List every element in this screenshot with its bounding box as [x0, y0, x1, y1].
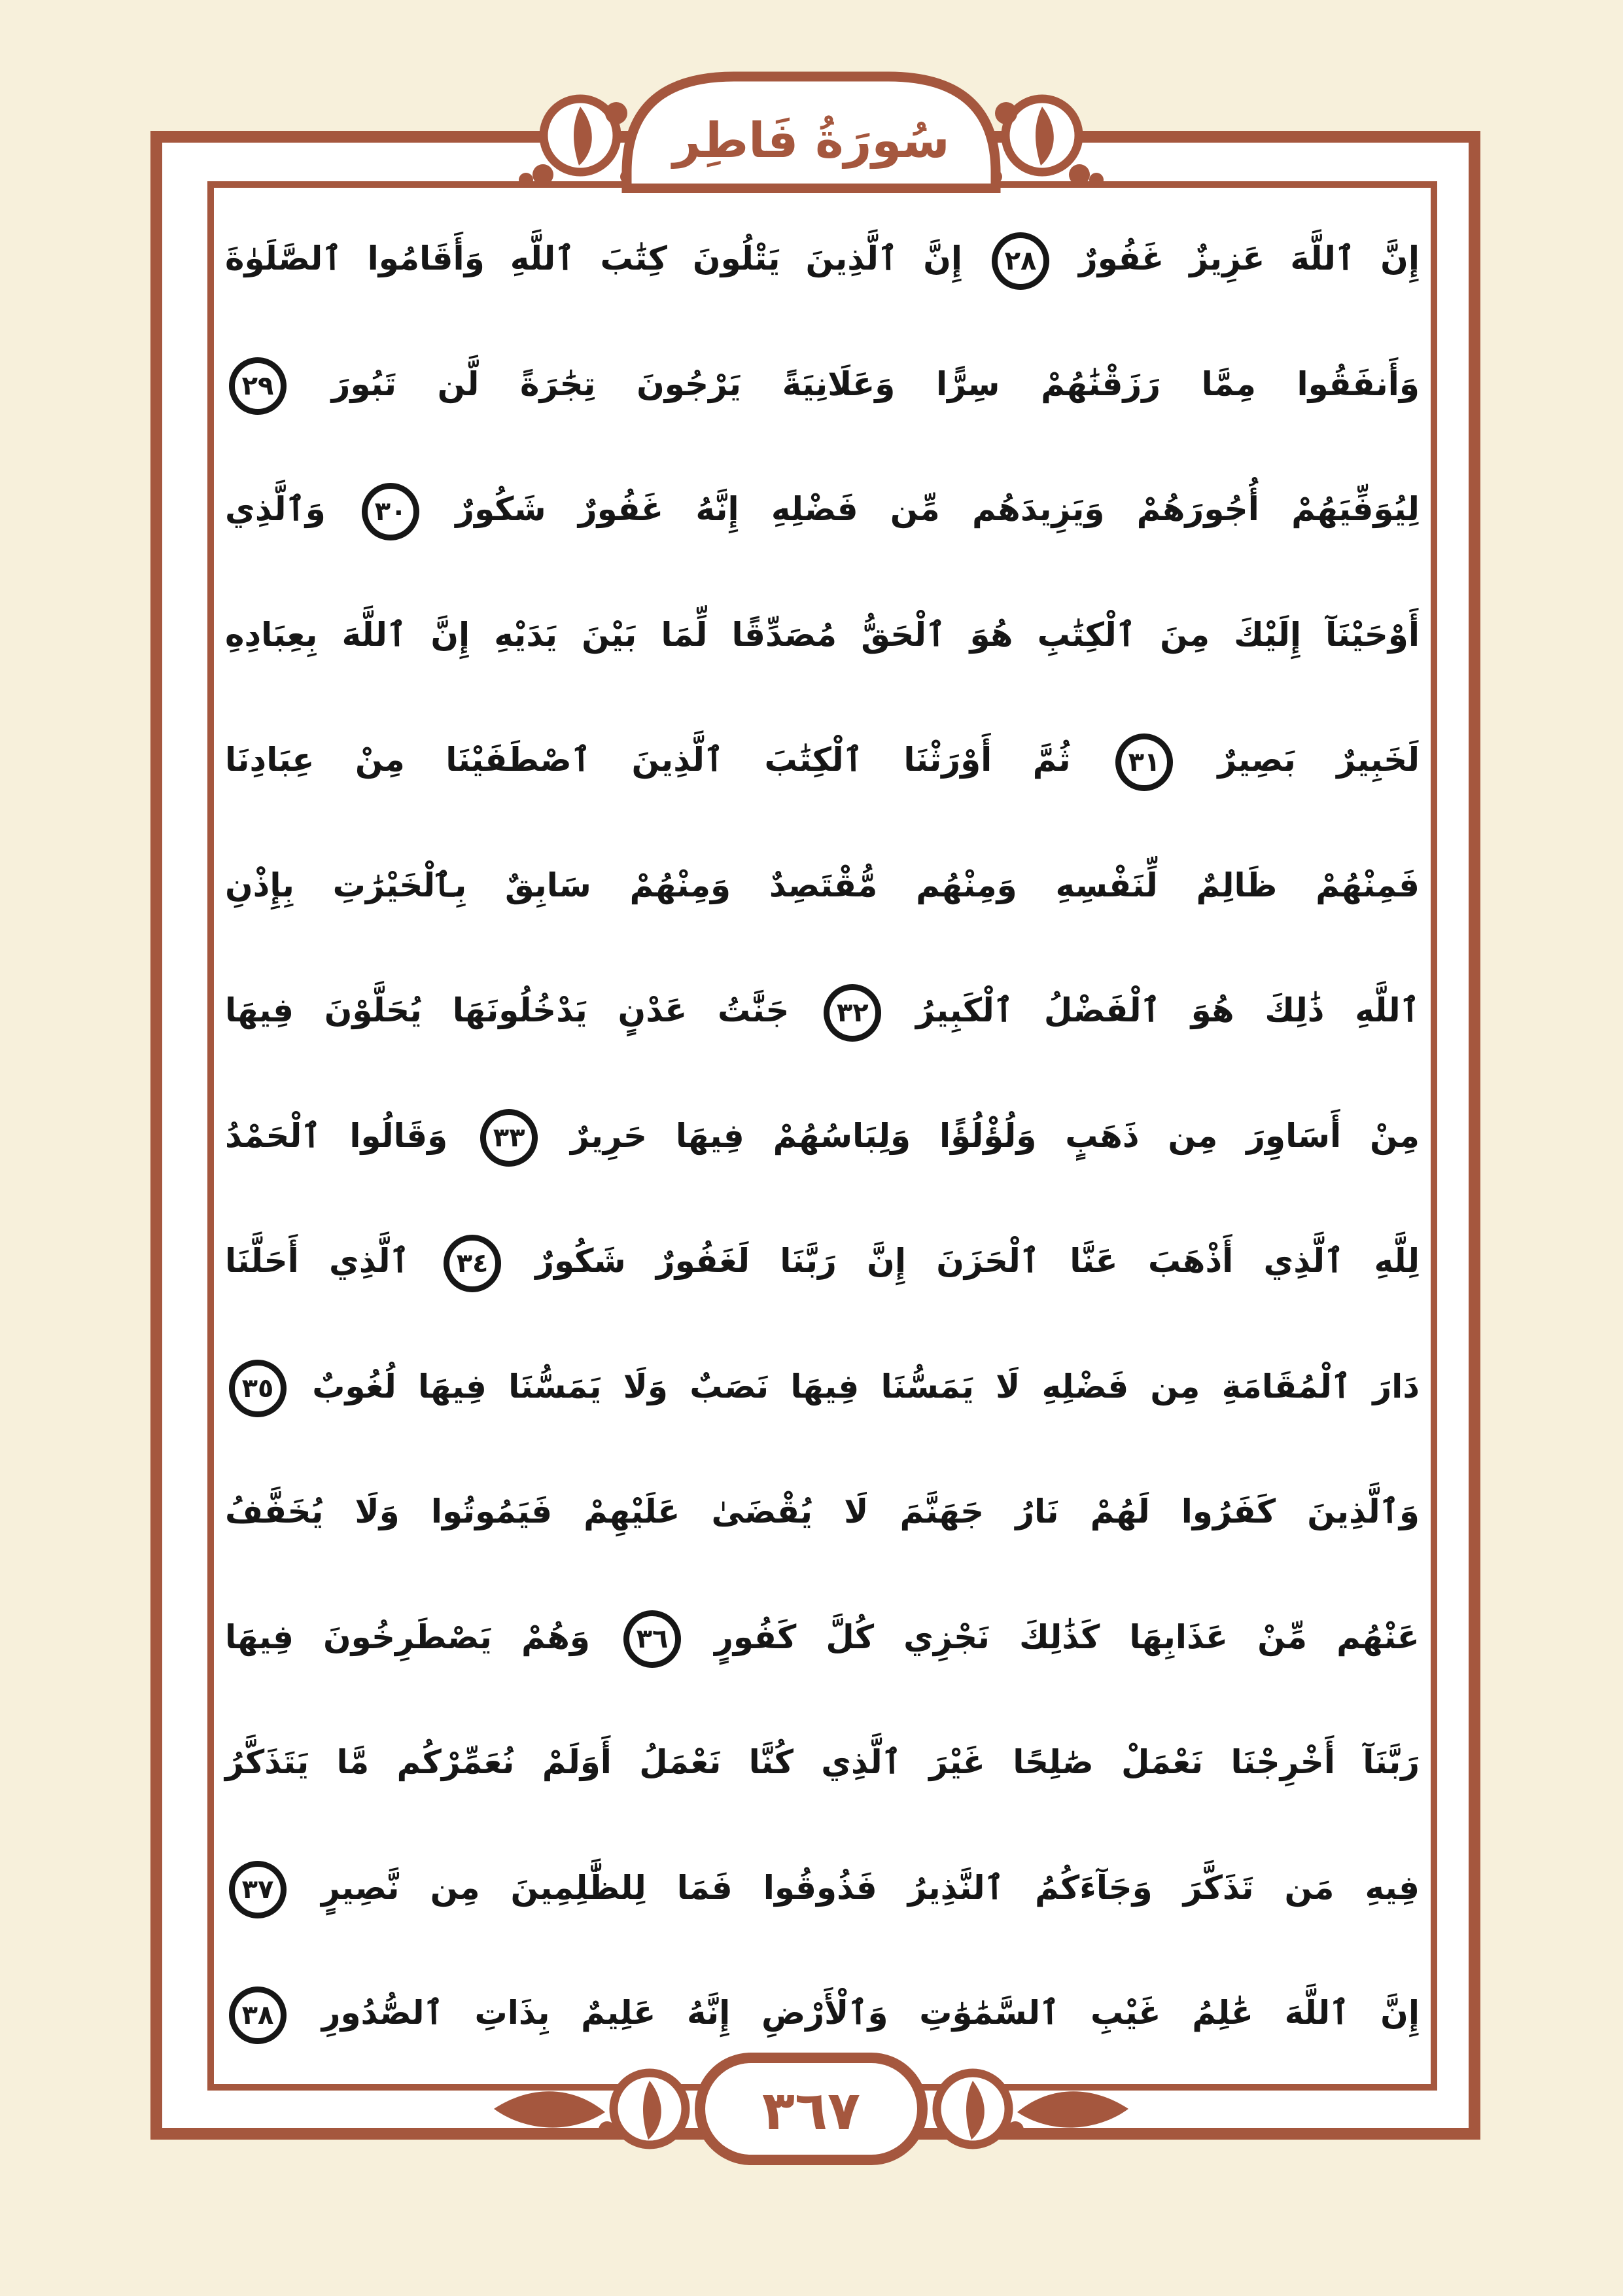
footer-left-wing-icon [494, 2091, 605, 2127]
ayah-text: ثُمَّ أَوْرَثْنَا ٱلْكِتَٰبَ ٱلَّذِينَ ٱصْطَفَيْنَا مِنْ عِبَادِنَا [225, 741, 1071, 779]
ayah-text: لَخَبِيرٌ بَصِيرٌ [1217, 741, 1420, 779]
verse-number-badge [229, 1987, 287, 2044]
quran-line-8 [221, 1074, 1423, 1199]
ayah-text: ٱلَّذِي أَحَلَّنَا [225, 1242, 410, 1280]
verse-number-badge [623, 1610, 681, 1668]
ayah-text: وَقَالُوا ٱلْحَمْدُ [225, 1116, 448, 1155]
ayah-text: دَارَ ٱلْمُقَامَةِ مِن فَضْلِهِ لَا يَمَسُّنَا فِيهَا نَصَبٌ وَلَا يَمَسُّنَا فِيهَا لُغُوبٌ [312, 1367, 1420, 1405]
quran-line-3 [221, 447, 1423, 572]
header-bump [532, 164, 553, 185]
ayah-text: ٱللَّهِ ذَٰلِكَ هُوَ ٱلْفَضْلُ ٱلْكَبِيرُ [916, 991, 1420, 1029]
ayah-text: وَأَنفَقُوا مِمَّا رَزَقْنَٰهُمْ سِرًّا وَعَلَانِيَةً يَرْجُونَ تِجَٰرَةً لَّن تَبُورَ [331, 364, 1420, 403]
verse-number-badge [229, 357, 287, 415]
page-number-ornament [484, 2047, 1138, 2171]
quran-line-2 [221, 322, 1423, 447]
quran-line-10 [221, 1324, 1423, 1449]
ayah-text: إِنَّ ٱللَّهَ عَٰلِمُ غَيْبِ ٱلسَّمَٰوَٰتِ وَٱلْأَرْضِ إِنَّهُ عَلِيمٌ بِذَاتِ ٱلصُّدُورِ [321, 1994, 1420, 2032]
header-bump [519, 173, 533, 187]
ayah-text: أَوْحَيْنَآ إِلَيْكَ مِنَ ٱلْكِتَٰبِ هُوَ ٱلْحَقُّ مُصَدِّقًا لِّمَا بَيْنَ يَدَيْهِ إِنَّ ٱللَّهَ بِعِبَادِهِ [225, 615, 1420, 654]
footer-right-wing-icon [1017, 2091, 1128, 2127]
quran-line-4 [221, 573, 1423, 698]
surah-title: سُورَةُ فَاطِر [672, 113, 950, 169]
verse-number: ٣٣ [493, 1123, 525, 1153]
verse-number: ٣٧ [241, 1875, 274, 1905]
surah-header-ornament [517, 36, 1106, 193]
verse-number: ٣٦ [636, 1624, 669, 1654]
verse-number-badge [362, 483, 419, 540]
verse-number: ٣١ [1128, 747, 1161, 777]
quran-line-12 [221, 1575, 1423, 1700]
verse-number: ٣٥ [241, 1373, 274, 1404]
header-bump [1089, 173, 1104, 187]
quran-line-7 [221, 948, 1423, 1073]
quran-line-6 [221, 823, 1423, 948]
header-bump [995, 102, 1017, 124]
ayah-text: جَنَّٰتُ عَدْنٍ يَدْخُلُونَهَا يُحَلَّوْنَ فِيهَا [225, 991, 790, 1029]
verse-number-badge [229, 1360, 287, 1417]
quran-line-1 [221, 196, 1423, 321]
verse-number: ٣٠ [374, 496, 407, 527]
ayah-text: وَٱلَّذِي [225, 490, 326, 528]
ayah-text: فِيهِ مَن تَذَكَّرَ وَجَآءَكُمُ ٱلنَّذِيرُ فَذُوقُوا فَمَا لِلظَّٰلِمِينَ مِن نَّصِيرٍ [321, 1868, 1420, 1907]
quran-line-14 [221, 1826, 1423, 1951]
ayah-text: إِنَّ ٱللَّهَ عَزِيزٌ غَفُورٌ [1079, 239, 1420, 277]
quran-line-11 [221, 1449, 1423, 1574]
verse-number-badge [480, 1109, 538, 1167]
header-bump [605, 102, 627, 124]
ayah-text: لِلَّهِ ٱلَّذِي أَذْهَبَ عَنَّا ٱلْحَزَنَ إِنَّ رَبَّنَا لَغَفُورٌ شَكُورٌ [535, 1242, 1420, 1280]
ayah-text: رَبَّنَآ أَخْرِجْنَا نَعْمَلْ صَٰلِحًا غَيْرَ ٱلَّذِي كُنَّا نَعْمَلُ أَوَلَمْ نُعَمِّرْكُم مَّا يَتَذَكَّرُ [225, 1743, 1420, 1781]
verse-number-badge [444, 1235, 501, 1292]
verse-number-badge [824, 984, 881, 1042]
page-number: ٣٦٧ [761, 2080, 861, 2142]
ayah-text: وَهُمْ يَصْطَرِخُونَ فِيهَا [225, 1617, 590, 1656]
verse-number: ٣٨ [241, 2000, 274, 2030]
verse-number: ٢٨ [1004, 245, 1037, 276]
verse-number: ٣٤ [456, 1248, 489, 1279]
ayah-text: مِنْ أَسَاوِرَ مِن ذَهَبٍ وَلُؤْلُؤًا وَلِبَاسُهُمْ فِيهَا حَرِيرٌ [570, 1116, 1420, 1155]
verse-number-badge [992, 232, 1049, 290]
ayah-text: إِنَّ ٱلَّذِينَ يَتْلُونَ كِتَٰبَ ٱللَّهِ وَأَقَامُوا ٱلصَّلَوٰةَ [225, 239, 963, 277]
ayah-text: لِيُوَفِّيَهُمْ أُجُورَهُمْ وَيَزِيدَهُم مِّن فَضْلِهِ إِنَّهُ غَفُورٌ شَكُورٌ [455, 490, 1420, 528]
verse-number-badge [1115, 733, 1173, 791]
ayah-text: فَمِنْهُمْ ظَالِمٌ لِّنَفْسِهِ وَمِنْهُم مُّقْتَصِدٌ وَمِنْهُمْ سَابِقٌ بِٱلْخَيْرَٰتِ بِإِذْنِ [225, 866, 1420, 904]
verse-number: ٢٩ [241, 371, 274, 401]
ayah-text: عَنْهُم مِّنْ عَذَابِهَا كَذَٰلِكَ نَجْزِي كُلَّ كَفُورٍ [714, 1617, 1420, 1656]
quran-line-13 [221, 1700, 1423, 1825]
quran-text-block [221, 196, 1423, 2075]
verse-number-badge [229, 1861, 287, 1918]
quran-line-5 [221, 698, 1423, 822]
verse-number: ٣٢ [836, 997, 869, 1028]
quran-line-9 [221, 1199, 1423, 1324]
header-bump [1069, 164, 1090, 185]
ayah-text: وَٱلَّذِينَ كَفَرُوا لَهُمْ نَارُ جَهَنَّمَ لَا يُقْضَىٰ عَلَيْهِمْ فَيَمُوتُوا وَلَا يُخَفَّفُ [225, 1492, 1420, 1530]
